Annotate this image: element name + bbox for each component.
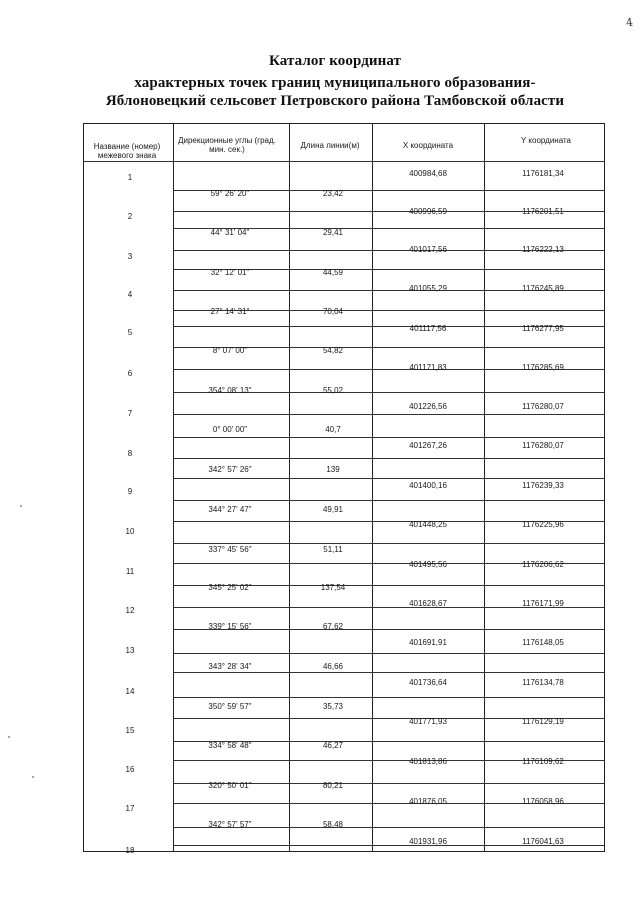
y-coordinate: 1176280,07 <box>522 441 564 450</box>
document-subtitle-2: Яблоновецкий сельсовет Петровского района Тамбовской области <box>105 93 565 109</box>
row-divider <box>173 500 605 501</box>
y-coordinate: 1176201,51 <box>522 207 564 216</box>
direction-angle: 0° 00' 00" <box>212 425 248 434</box>
x-coordinate: 400996,59 <box>409 207 447 216</box>
header-direction-angles: Дирекционные углы (град. мин. сек.) <box>178 136 276 154</box>
line-length: 51,11 <box>323 545 343 554</box>
y-coordinate: 1176171,99 <box>522 599 564 608</box>
direction-angle: 320° 50' 01" <box>208 781 252 790</box>
header-line-length: Длина линии(м) <box>300 141 360 150</box>
direction-angle: 337° 45' 56" <box>208 545 252 554</box>
x-coordinate: 401117,56 <box>409 324 447 333</box>
row-divider <box>173 672 605 673</box>
point-number: 4 <box>127 290 133 299</box>
direction-angle: 27° 14' 31" <box>210 307 250 316</box>
line-length: 70,04 <box>322 307 344 316</box>
line-length: 67,62 <box>322 622 344 631</box>
x-coordinate: 401171,83 <box>409 363 447 372</box>
x-coordinate: 401628,67 <box>409 599 447 608</box>
x-coordinate: 401931,96 <box>409 837 447 846</box>
x-coordinate: 401876,05 <box>409 797 447 806</box>
row-divider <box>173 653 605 654</box>
column-divider <box>484 123 485 852</box>
line-length: 35,73 <box>322 702 344 711</box>
direction-angle: 339° 15' 56" <box>208 622 252 631</box>
x-coordinate: 401448,25 <box>409 520 447 529</box>
point-number: 9 <box>127 487 133 496</box>
line-length: 29,41 <box>322 228 344 237</box>
page-number: 4 <box>625 15 634 30</box>
row-divider <box>173 478 605 479</box>
direction-angle: 343° 28' 34" <box>208 662 252 671</box>
point-number: 7 <box>127 409 133 418</box>
row-divider <box>173 543 605 544</box>
point-number: 1 <box>127 173 133 182</box>
x-coordinate: 401267,26 <box>409 441 447 450</box>
column-divider <box>372 123 373 852</box>
point-number: 18 <box>125 846 135 855</box>
column-divider <box>289 123 290 852</box>
y-coordinate: 1176222,13 <box>522 245 564 254</box>
line-length: 49,91 <box>322 505 344 514</box>
row-divider <box>173 414 605 415</box>
x-coordinate: 401226,56 <box>409 402 447 411</box>
document-subtitle: характерных точек границ муниципального образования- <box>134 75 536 91</box>
column-divider <box>173 123 174 852</box>
point-number: 10 <box>125 527 135 536</box>
direction-angle: 44° 31' 04" <box>210 228 250 237</box>
direction-angle: 344° 27' 47" <box>208 505 252 514</box>
line-length: 80,21 <box>322 781 344 790</box>
y-coordinate: 1176041,63 <box>522 837 564 846</box>
direction-angle: 32° 12' 01" <box>210 268 250 277</box>
line-length: 23,42 <box>322 189 344 198</box>
y-coordinate: 1176239,33 <box>522 481 564 490</box>
point-number: 3 <box>127 252 133 261</box>
line-length: 58,48 <box>322 820 344 829</box>
direction-angle: 334° 58' 48" <box>208 741 252 750</box>
x-coordinate: 401017,56 <box>409 245 447 254</box>
header-point-name: Название (номер) межевого знака <box>93 142 161 160</box>
y-coordinate: 1176206,62 <box>522 560 564 569</box>
x-coordinate: 401400,16 <box>409 481 447 490</box>
scan-speck <box>8 736 10 738</box>
line-length: 46,66 <box>322 662 344 671</box>
direction-angle: 8° 07' 00" <box>212 346 248 355</box>
y-coordinate: 1176245,89 <box>522 284 564 293</box>
direction-angle: 350° 59' 57" <box>208 702 252 711</box>
y-coordinate: 1176129,19 <box>522 717 564 726</box>
point-number: 11 <box>125 567 135 576</box>
line-length: 40,7 <box>325 425 341 434</box>
row-divider <box>83 161 605 162</box>
row-divider <box>173 437 605 438</box>
line-length: 55,02 <box>322 386 344 395</box>
direction-angle: 342° 57' 26" <box>208 465 252 474</box>
direction-angle: 345° 25' 02" <box>208 583 252 592</box>
point-number: 6 <box>127 369 133 378</box>
y-coordinate: 1176285,69 <box>522 363 564 372</box>
y-coordinate: 1176181,34 <box>522 169 564 178</box>
header-y-coordinate: Y координата <box>520 136 572 145</box>
row-divider <box>173 697 605 698</box>
y-coordinate: 1176280,07 <box>522 402 564 411</box>
point-number: 5 <box>127 328 133 337</box>
y-coordinate: 1176109,62 <box>522 757 564 766</box>
y-coordinate: 1176225,96 <box>522 520 564 529</box>
document-title: Каталог координат <box>268 53 402 69</box>
x-coordinate: 401055,29 <box>409 284 447 293</box>
line-length: 46,27 <box>322 741 344 750</box>
line-length: 137,54 <box>320 583 346 592</box>
x-coordinate: 401771,93 <box>409 717 447 726</box>
x-coordinate: 401813,86 <box>409 757 447 766</box>
x-coordinate: 400984,68 <box>409 169 447 178</box>
x-coordinate: 401691,91 <box>409 638 447 647</box>
line-length: 44,59 <box>322 268 344 277</box>
x-coordinate: 401736,64 <box>409 678 447 687</box>
line-length: 54,82 <box>322 346 344 355</box>
point-number: 12 <box>125 606 135 615</box>
point-number: 15 <box>125 726 135 735</box>
point-number: 8 <box>127 449 133 458</box>
row-divider <box>173 458 605 459</box>
scan-speck <box>32 776 34 778</box>
header-x-coordinate: X координата <box>402 141 454 150</box>
direction-angle: 59° 26' 20" <box>210 189 250 198</box>
x-coordinate: 401495,56 <box>409 560 447 569</box>
point-number: 17 <box>125 804 135 813</box>
y-coordinate: 1176148,05 <box>522 638 564 647</box>
scan-speck <box>20 505 22 507</box>
y-coordinate: 1176058,96 <box>522 797 564 806</box>
y-coordinate: 1176277,95 <box>522 324 564 333</box>
point-number: 13 <box>125 646 135 655</box>
point-number: 16 <box>125 765 135 774</box>
direction-angle: 342° 57' 57" <box>208 820 252 829</box>
y-coordinate: 1176134,78 <box>522 678 564 687</box>
direction-angle: 354° 08' 13" <box>208 386 252 395</box>
point-number: 2 <box>127 212 133 221</box>
line-length: 139 <box>326 465 340 474</box>
point-number: 14 <box>125 687 135 696</box>
